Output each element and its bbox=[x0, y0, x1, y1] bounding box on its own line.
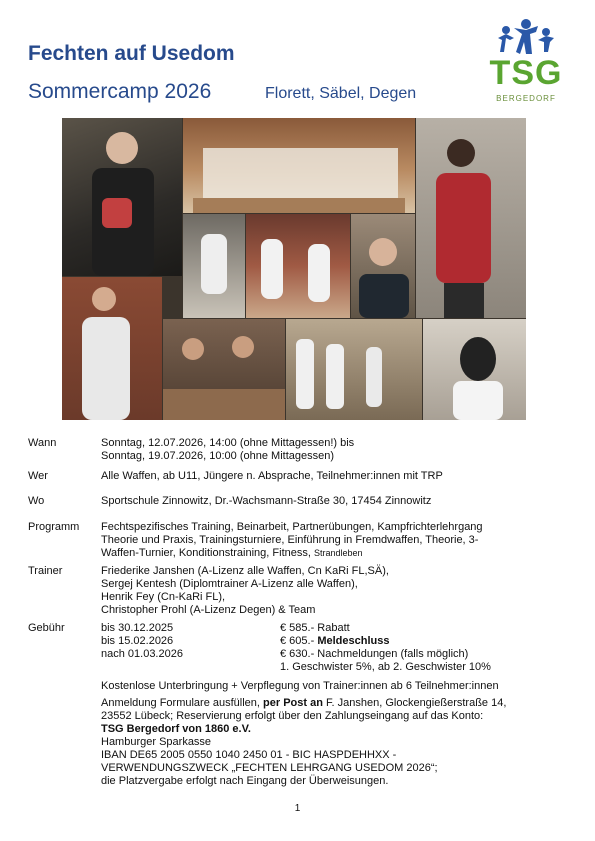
label-wann: Wann bbox=[28, 437, 57, 449]
photo-group bbox=[183, 118, 415, 213]
fee-prices bbox=[280, 622, 491, 674]
account-holder: TSG Bergedorf von 1860 e.V. bbox=[101, 723, 251, 735]
value-wann bbox=[101, 437, 354, 463]
photo-bout bbox=[246, 214, 350, 318]
photo-collage bbox=[62, 118, 526, 420]
photo-hall-fencers bbox=[286, 319, 422, 420]
page-subtitle: Sommercamp 2026 bbox=[28, 80, 212, 103]
anmeldung-intro: Anmeldung Formulare ausfüllen, bbox=[101, 697, 260, 709]
anmeldung-address: F. Janshen, Glockengießerstraße 14, bbox=[326, 697, 507, 709]
photo-coach-mask bbox=[62, 118, 182, 276]
programm-line-3 bbox=[101, 547, 483, 560]
per-post-label: per Post an bbox=[263, 697, 323, 709]
verwendungszweck: VERWENDUNGSZWECK „FECHTEN LEHRGANG USEDOM 2026“; bbox=[101, 762, 438, 774]
tsg-logo bbox=[484, 18, 568, 106]
fee-dates bbox=[101, 622, 183, 661]
photo-mask-closeup bbox=[423, 319, 526, 420]
label-wer: Wer bbox=[28, 470, 48, 482]
logo-subtext: BERGEDORF bbox=[496, 94, 556, 103]
trainer-line-4: Christopher Prohl (A-Lizenz Degen) & Team bbox=[101, 604, 316, 616]
fee-siblings: 1. Geschwister 5%, ab 2. Geschwister 10% bbox=[280, 661, 491, 673]
programm-small: Strandleben bbox=[313, 548, 363, 558]
trainer-line-3: Henrik Fey (Cn-KaRi FL), bbox=[101, 591, 226, 603]
value-trainer bbox=[101, 565, 389, 617]
trainer-line-2: Sergej Kentesh (Diplomtrainer A-Lizenz alle Waffen), bbox=[101, 578, 358, 590]
programm-line-1: Fechtspezifisches Training, Beinarbeit, Partnerübungen, Kampfrichterlehrgang bbox=[101, 521, 483, 533]
anmeldung-line-3 bbox=[101, 723, 506, 736]
fee-date-3: nach 01.03.2026 bbox=[101, 648, 183, 660]
wann-line-1: Sonntag, 12.07.2026, 14:00 (ohne Mittagessen!) bis bbox=[101, 437, 355, 449]
bank-name: Hamburger Sparkasse bbox=[101, 736, 212, 748]
label-gebuehr: Gebühr bbox=[28, 622, 65, 634]
value-wer: Alle Waffen, ab U11, Jüngere n. Absprache, Teilnehmer:innen mit TRP bbox=[101, 470, 443, 482]
programm-line-2: Theorie und Praxis, Trainingsturniere, Einführung in Fremdwaffen, Theorie, 3- bbox=[101, 534, 479, 546]
label-trainer: Trainer bbox=[28, 565, 63, 577]
iban-bic: IBAN DE65 2005 0550 1040 2450 01 - BIC HASPDEHHXX - bbox=[101, 749, 397, 761]
wann-line-2: Sonntag, 19.07.2026, 10:00 (ohne Mittagessen) bbox=[101, 450, 335, 462]
anmeldung-block bbox=[101, 697, 506, 788]
label-wo: Wo bbox=[28, 495, 45, 507]
photo-fencer-white bbox=[62, 277, 162, 420]
programm-line-3-text: Waffen-Turnier, Konditionstraining, Fitness, bbox=[101, 547, 311, 559]
logo-text: TSG bbox=[489, 54, 563, 92]
anmeldung-line-1 bbox=[101, 697, 506, 710]
photo-woman-red bbox=[416, 118, 526, 318]
fee-price-1: € 585.- Rabatt bbox=[280, 622, 350, 634]
people-icon bbox=[484, 18, 568, 58]
meldeschluss-label: Meldeschluss bbox=[317, 635, 390, 647]
value-programm bbox=[101, 521, 483, 560]
fee-date-1: bis 30.12.2025 bbox=[101, 622, 174, 634]
page-title: Fechten auf Usedom bbox=[28, 42, 235, 65]
trainer-line-1: Friederike Janshen (A-Lizenz alle Waffen, Cn KaRi FL,SÄ), bbox=[101, 565, 389, 577]
value-wo: Sportschule Zinnowitz, Dr.-Wachsmann-Straße 30, 17454 Zinnowitz bbox=[101, 495, 432, 507]
weapons-subtitle: Florett, Säbel, Degen bbox=[265, 85, 417, 102]
photo-kids-lift bbox=[183, 214, 245, 318]
fee-price-2: € 605.- bbox=[280, 635, 315, 647]
fee-price-2-row bbox=[280, 635, 491, 648]
anmeldung-line-2: 23552 Lübeck; Reservierung erfolgt über den Zahlungseingang auf das Konto: bbox=[101, 710, 484, 722]
page-number: 1 bbox=[294, 803, 301, 814]
label-programm: Programm bbox=[28, 521, 80, 533]
photo-table bbox=[163, 319, 285, 420]
fee-date-2: bis 15.02.2026 bbox=[101, 635, 174, 647]
platzvergabe-note: die Platzvergabe erfolgt nach Eingang der Überweisungen. bbox=[101, 775, 389, 787]
fee-price-3: € 630.- Nachmeldungen (falls möglich) bbox=[280, 648, 469, 660]
unterbringung-text: Kostenlose Unterbringung + Verpflegung von Trainer:innen ab 6 Teilnehmer:innen bbox=[101, 680, 499, 692]
photo-young-man bbox=[351, 214, 415, 318]
